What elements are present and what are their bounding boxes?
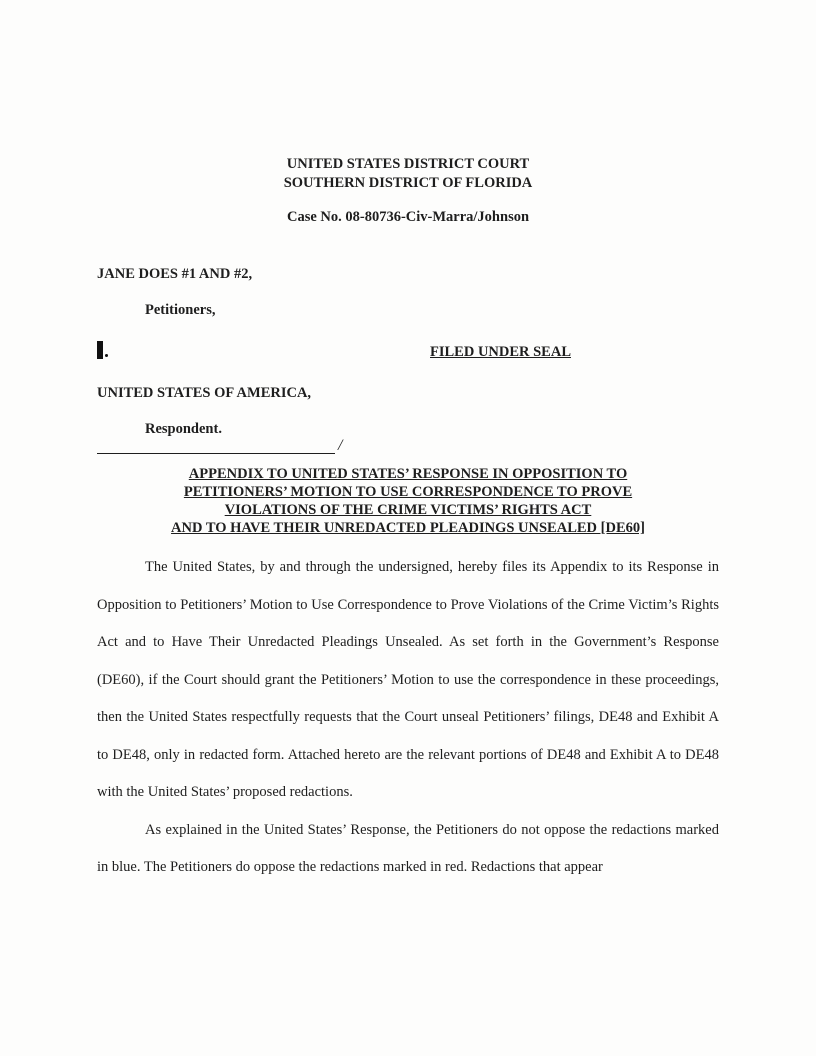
- body-text: [97, 549, 719, 887]
- title-line: VIOLATIONS OF THE CRIME VICTIMS’ RIGHTS ACT: [224, 502, 592, 518]
- title-line: APPENDIX TO UNITED STATES’ RESPONSE IN OPPOSITION TO: [188, 466, 628, 482]
- title-line: PETITIONERS’ MOTION TO USE CORRESPONDENCE TO PROVE: [183, 484, 633, 500]
- petitioners-label: Petitioners,: [145, 302, 216, 318]
- redaction-mark: [97, 341, 103, 359]
- court-name-line1: UNITED STATES DISTRICT COURT: [286, 156, 530, 172]
- caption-rule: [97, 453, 335, 454]
- seal-notice: FILED UNDER SEAL: [430, 344, 571, 360]
- case-number: Case No. 08-80736-Civ-Marra/Johnson: [286, 209, 530, 225]
- respondent-label: Respondent.: [145, 421, 222, 437]
- court-name-line2: SOUTHERN DISTRICT OF FLORIDA: [283, 175, 533, 191]
- caption-slash: /: [338, 437, 343, 454]
- redaction-dot: [105, 354, 108, 357]
- paragraph: The United States, by and through the undersigned, hereby files its Appendix to its Response in Opposition to Petitioners’ Motion to Use Correspondence to Prove Violations of the Crime Victim’s Rights Act and to Have Their Unredacted Pleadings Unsealed. As set forth in the Government’s Response (DE60), if the Court should grant the Petitioners’ Motion to use the correspondence in these proceedings, then the United States respectfully requests that the Court unseal Petitioners’ filings, DE48 and Exhibit A to DE48, only in redacted form. Attached hereto are the relevant portions of DE48 and Exhibit A to DE48 with the United States’ proposed redactions.: [97, 559, 719, 800]
- petitioners-name: JANE DOES #1 AND #2,: [97, 266, 253, 282]
- document-title: [100, 465, 716, 537]
- title-line: AND TO HAVE THEIR UNREDACTED PLEADINGS UNSEALED [DE60]: [171, 520, 645, 536]
- paragraph: As explained in the United States’ Response, the Petitioners do not oppose the redactions marked in blue. The Petitioners do oppose the redactions marked in red. Redactions that appear: [97, 821, 719, 875]
- respondent-name: UNITED STATES OF AMERICA,: [97, 385, 312, 401]
